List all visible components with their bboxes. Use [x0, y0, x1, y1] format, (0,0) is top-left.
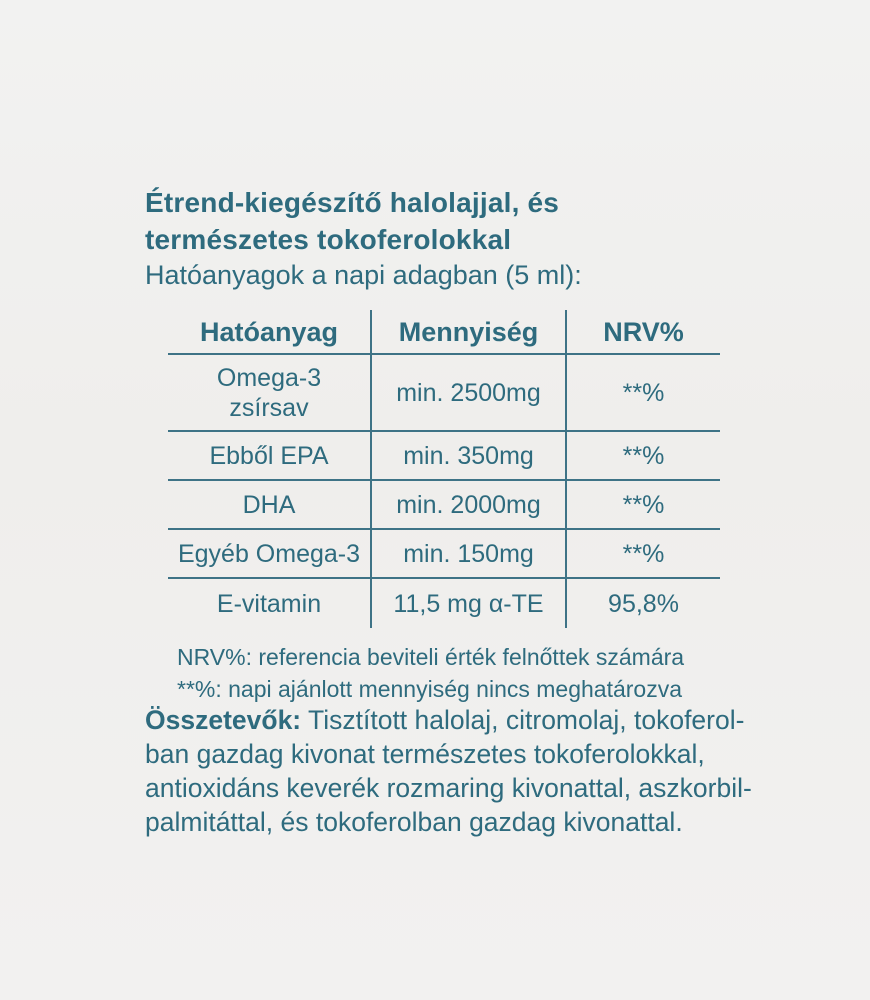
ingredients-line1-rest: Tisztított halolaj, citromolaj, tokoferol- — [301, 705, 745, 735]
header-mennyiseg: Mennyiség — [372, 310, 567, 353]
nutrient-amount: 11,5 mg α-TE — [372, 579, 567, 628]
nutrient-name: Egyéb Omega-3 — [168, 530, 372, 577]
nutrient-amount: min. 150mg — [372, 530, 567, 577]
product-title — [145, 184, 785, 258]
header-hatoanyag: Hatóanyag — [168, 310, 372, 353]
product-title-line2: természetes tokoferolokkal — [145, 224, 512, 255]
nutrient-name: DHA — [168, 481, 372, 528]
ingredients-line3: antioxidáns keverék rozmaring kivonattal, aszkorbil- — [145, 773, 752, 803]
ingredients-line2: ban gazdag kivonat természetes tokoferolokkal, — [145, 739, 705, 769]
nutrient-nrv: **% — [622, 539, 665, 568]
nutrient-amount: min. 350mg — [372, 432, 567, 479]
header-nrv: NRV% — [603, 316, 684, 347]
ingredients-line1 — [145, 703, 785, 737]
ingredients-label: Összetevők: — [145, 705, 302, 735]
nutrient-nrv: 95,8% — [608, 589, 679, 618]
table-row — [168, 481, 720, 530]
nutrient-amount: min. 2500mg — [372, 355, 567, 430]
product-title-line1: Étrend-kiegészítő halolajjal, és — [145, 187, 560, 218]
footnote-nrv: NRV%: referencia beviteli érték felnőttek számára — [177, 644, 685, 670]
dosage-subtitle: Hatóanyagok a napi adagban (5 ml): — [145, 260, 582, 290]
nutrient-nrv: **% — [622, 378, 665, 407]
nutrient-name: E-vitamin — [168, 579, 372, 628]
nutrient-nrv: **% — [622, 490, 665, 519]
ingredients-paragraph — [145, 703, 785, 839]
table-row — [168, 355, 720, 432]
footnote-asterisk: **%: napi ajánlott mennyiség nincs meghatározva — [177, 676, 683, 702]
ingredients-line4: palmitáttal, és tokoferolban gazdag kivonattal. — [145, 807, 683, 837]
nutrient-amount: min. 2000mg — [372, 481, 567, 528]
table-row — [168, 579, 720, 628]
table-row — [168, 530, 720, 579]
footnotes — [177, 641, 737, 705]
nutrient-table — [168, 310, 720, 628]
table-header-row — [168, 310, 720, 355]
nutrient-nrv: **% — [622, 441, 665, 470]
nutrient-name: Ebből EPA — [168, 432, 372, 479]
nutrient-name: Omega-3 zsírsav — [168, 355, 372, 430]
table-row — [168, 432, 720, 481]
